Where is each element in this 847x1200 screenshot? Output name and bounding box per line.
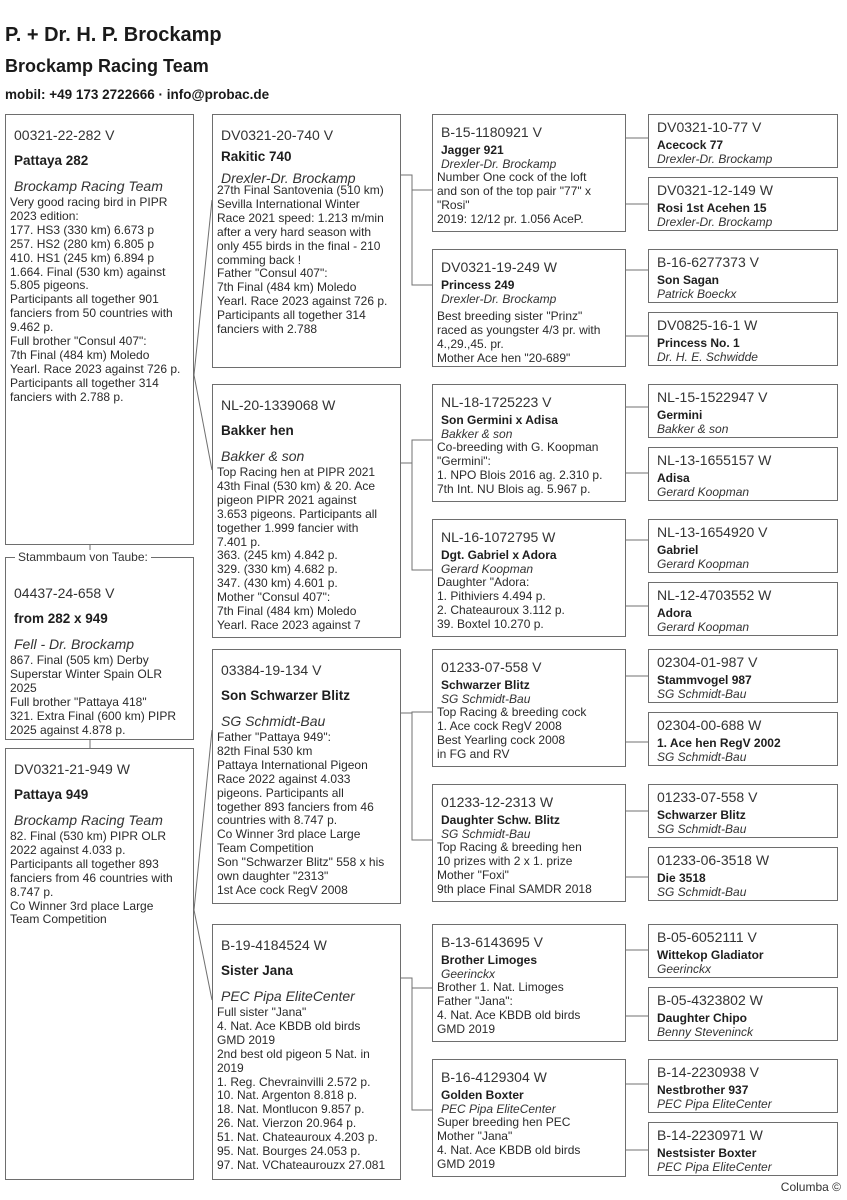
pedigree-legend: Stammbaum von Taube: bbox=[15, 550, 151, 564]
pigeon-name: Wittekop Gladiator bbox=[657, 948, 764, 962]
pigeon-card-grandparent[interactable] bbox=[212, 649, 401, 904]
connector-bracket bbox=[626, 540, 648, 606]
ring-number: NL-18-1725223 V bbox=[441, 394, 552, 410]
pigeon-card-grandparent[interactable] bbox=[212, 924, 401, 1180]
pigeon-name: Pattaya 949 bbox=[14, 787, 89, 802]
breeder-name: Dr. H. E. Schwidde bbox=[657, 350, 758, 364]
pigeon-name: Nestsister Boxter bbox=[657, 1146, 757, 1160]
connector-bracket bbox=[626, 270, 648, 336]
pigeon-name: Son Sagan bbox=[657, 273, 720, 287]
pigeon-card-great-grandparent[interactable] bbox=[432, 384, 626, 502]
breeder-name: PEC Pipa EliteCenter bbox=[441, 1102, 556, 1116]
pigeon-name: Princess No. 1 bbox=[657, 336, 740, 350]
pigeon-name: Rakitic 740 bbox=[221, 149, 292, 164]
pigeon-notes: 867. Final (505 km) Derby Superstar Winter Spain OLR 2025 Full brother "Pattaya 418" 321. Extra Final (600 km) PIPR 2025 against 4.878 p. bbox=[10, 653, 177, 737]
pigeon-notes: Full sister "Jana" 4. Nat. Ace KBDB old birds GMD 2019 2nd best old pigeon 5 Nat. in 2019 1. Reg. Chevrainvilli 2.572 p. 10. Nat. Argenton 8.818 p. 18. Nat. Montlucon 9.857 p. 26. Nat. Vierzon 20.964 p. 51. Nat. Chateauroux 4.203 p. 95. Nat. Bourges 24.053 p. 97. Nat. VChateaurouzx 27.081 bbox=[217, 1005, 386, 1172]
ring-number: B-16-6277373 V bbox=[657, 254, 759, 270]
ring-number: B-14-2230938 V bbox=[657, 1064, 759, 1080]
ring-number: DV0321-12-149 W bbox=[657, 182, 773, 198]
pigeon-name: Daughter Chipo bbox=[657, 1011, 747, 1025]
ring-number: B-15-1180921 V bbox=[441, 124, 542, 140]
ring-number: B-13-6143695 V bbox=[441, 934, 543, 950]
breeder-name: Gerard Koopman bbox=[657, 485, 750, 499]
pigeon-name: Nestbrother 937 bbox=[657, 1083, 749, 1097]
connector-bracket bbox=[401, 978, 432, 1110]
pigeon-name: Bakker hen bbox=[221, 423, 294, 438]
ring-number: DV0321-20-740 V bbox=[221, 127, 334, 143]
ring-number: DV0825-16-1 W bbox=[657, 317, 758, 333]
pigeon-card-father[interactable] bbox=[5, 114, 194, 545]
ring-number: B-16-4129304 W bbox=[441, 1069, 547, 1085]
pigeon-card-gg-grandparent[interactable] bbox=[648, 987, 838, 1041]
breeder-name: Drexler-Dr. Brockamp bbox=[441, 157, 557, 171]
copyright-footer: Columba © bbox=[780, 1180, 841, 1194]
ring-number: DV0321-19-249 W bbox=[441, 259, 557, 275]
pigeon-name: 1. Ace hen RegV 2002 bbox=[657, 736, 781, 750]
pigeon-card-great-grandparent[interactable] bbox=[432, 924, 626, 1042]
pigeon-name: Stammvogel 987 bbox=[657, 673, 752, 687]
pigeon-name: Son Germini x Adisa bbox=[441, 413, 558, 427]
breeder-name: SG Schmidt-Bau bbox=[657, 822, 747, 836]
pigeon-name: Adora bbox=[657, 606, 692, 620]
breeder-name: Fell - Dr. Brockamp bbox=[14, 636, 135, 652]
connector-bracket bbox=[401, 440, 432, 570]
pigeon-card-gg-grandparent[interactable] bbox=[648, 447, 838, 501]
ring-number: 04437-24-658 V bbox=[14, 585, 115, 601]
connector-bracket bbox=[626, 676, 648, 742]
breeder-name: PEC Pipa EliteCenter bbox=[657, 1097, 772, 1111]
pigeon-card-gg-grandparent[interactable] bbox=[648, 114, 838, 168]
connector-line bbox=[194, 910, 212, 1000]
pigeon-card-gg-grandparent[interactable] bbox=[648, 384, 838, 438]
pigeon-name: Dgt. Gabriel x Adora bbox=[441, 548, 557, 562]
pigeon-notes: Father "Pattaya 949": 82th Final 530 km Pattaya International Pigeon Race 2022 against 4.033 pigeons. Participants all together 893 fanciers from 46 countries with 8.747 p. Co Winner 3rd place Large Team Competition Son "Schwarzer Blitz" 558 x his own daughter "2313" 1st Ace cock RegV 2008 bbox=[217, 730, 385, 897]
breeder-name: SG Schmidt-Bau bbox=[221, 713, 326, 729]
pigeon-name: Golden Boxter bbox=[441, 1088, 524, 1102]
breeder-name: SG Schmidt-Bau bbox=[657, 885, 747, 899]
pigeon-notes: Top Racing & breeding hen 10 prizes with 2 x 1. prize Mother "Foxi" 9th place Final SAMDR 2018 bbox=[437, 840, 592, 896]
ring-number: 01233-06-3518 W bbox=[657, 852, 770, 868]
pigeon-name: Daughter Schw. Blitz bbox=[441, 813, 560, 827]
team-title: Brockamp Racing Team bbox=[5, 56, 209, 76]
ring-number: 01233-07-558 V bbox=[657, 789, 758, 805]
ring-number: NL-13-1655157 W bbox=[657, 452, 772, 468]
pigeon-notes: Top Racing & breeding cock 1. Ace cock RegV 2008 Best Yearling cock 2008 in FG and RV bbox=[437, 705, 587, 761]
pigeon-name: Germini bbox=[657, 408, 703, 422]
pigeon-name: Adisa bbox=[657, 471, 690, 485]
ring-number: NL-20-1339068 W bbox=[221, 397, 336, 413]
ring-number: B-14-2230971 W bbox=[657, 1127, 763, 1143]
connector-line bbox=[194, 200, 212, 375]
pigeon-name: Brother Limoges bbox=[441, 953, 538, 967]
breeder-name: Drexler-Dr. Brockamp bbox=[657, 215, 773, 229]
breeder-name: Drexler-Dr. Brockamp bbox=[441, 292, 557, 306]
pigeon-notes: 27th Final Santovenia (510 km) Sevilla International Winter Race 2021 speed: 1.213 m/min after a very hard season with only 455 birds in the final - 210 comming back ! Father "Consul 407": 7th Final (484 km) Moledo Yearl. Race 2023 against 726 p. Participants all together 314 fanciers with 2.788 bbox=[217, 183, 388, 337]
pigeon-name: Princess 249 bbox=[441, 278, 515, 292]
pigeon-name: Die 3518 bbox=[657, 871, 706, 885]
breeder-name: SG Schmidt-Bau bbox=[657, 687, 747, 701]
pigeon-card-grandparent[interactable] bbox=[212, 114, 401, 368]
pigeon-card-great-grandparent[interactable] bbox=[432, 249, 626, 367]
pigeon-card-gg-grandparent[interactable] bbox=[648, 582, 838, 636]
pigeon-card-gg-grandparent[interactable] bbox=[648, 1059, 838, 1113]
breeder-name: SG Schmidt-Bau bbox=[441, 827, 531, 841]
pigeon-card-gg-grandparent[interactable] bbox=[648, 649, 838, 703]
breeder-name: Patrick Boeckx bbox=[657, 287, 737, 301]
ring-number: NL-15-1522947 V bbox=[657, 389, 768, 405]
pigeon-card-great-grandparent[interactable] bbox=[432, 784, 626, 902]
connector-line bbox=[194, 375, 212, 470]
connector-bracket bbox=[626, 407, 648, 473]
pigeon-name: Pattaya 282 bbox=[14, 153, 89, 168]
breeder-name: Gerard Koopman bbox=[441, 562, 534, 576]
pigeon-name: Acecock 77 bbox=[657, 138, 724, 152]
pigeon-card-subject[interactable] bbox=[5, 557, 194, 740]
breeder-name: Brockamp Racing Team bbox=[14, 178, 163, 194]
pigeon-notes: Super breeding hen PEC Mother "Jana" 4. Nat. Ace KBDB old birds GMD 2019 bbox=[437, 1115, 581, 1171]
ring-number: 03384-19-134 V bbox=[221, 662, 322, 678]
breeder-name: PEC Pipa EliteCenter bbox=[657, 1160, 772, 1174]
breeder-name: PEC Pipa EliteCenter bbox=[221, 988, 355, 1004]
breeder-name: Geerinckx bbox=[441, 967, 496, 981]
connector-bracket bbox=[626, 138, 648, 204]
ring-number: 02304-00-688 W bbox=[657, 717, 762, 733]
pigeon-notes: Top Racing hen at PIPR 2021 43th Final (530 km) & 20. Ace pigeon PIPR 2021 against 3.653 pigeons. Participants all together 1.999 fancier with 7.401 p. 363. (245 km) 4.842 p. 329. (330 km) 4.682 p. 347. (430 km) 4.601 p. Mother "Consul 407": 7th Final (484 km) Moledo Yearl. Race 2023 against 7 bbox=[217, 465, 378, 632]
ring-number: B-19-4184524 W bbox=[221, 937, 327, 953]
pigeon-notes: Best breeding sister "Prinz" raced as youngster 4/3 pr. with 4.,29.,45. pr. Mother Ace hen "20-689" bbox=[437, 309, 601, 365]
connector-bracket bbox=[626, 811, 648, 877]
breeder-name: Bakker & son bbox=[441, 427, 513, 441]
pigeon-card-great-grandparent[interactable] bbox=[432, 114, 626, 232]
breeder-name: SG Schmidt-Bau bbox=[657, 750, 747, 764]
pigeon-name: from 282 x 949 bbox=[14, 611, 108, 626]
pigeon-notes: 82. Final (530 km) PIPR OLR 2022 against 4.033 p. Participants all together 893 fanciers from 46 countries with 8.747 p. Co Winner 3rd place Large Team Competition bbox=[10, 829, 173, 927]
pigeon-card-gg-grandparent[interactable] bbox=[648, 177, 838, 231]
pigeon-card-gg-grandparent[interactable] bbox=[648, 1122, 838, 1176]
pigeon-notes: Very good racing bird in PIPR 2023 edition: 177. HS3 (330 km) 6.673 p 257. HS2 (280 km) 6.805 p 410. HS1 (245 km) 6.894 p 1.664. Final (530 km) against 5.805 pigeons. Participants all together 901 fanciers from 50 countries with 9.462 p. Full brother "Consul 407": 7th Final (484 km) Moledo Yearl. Race 2023 against 726 p. Participants all together 314 fanciers with 2.788 p. bbox=[10, 195, 181, 404]
pigeon-notes: Brother 1. Nat. Limoges Father "Jana": 4. Nat. Ace KBDB old birds GMD 2019 bbox=[437, 980, 581, 1036]
pigeon-name: Sister Jana bbox=[221, 963, 294, 978]
pigeon-name: Jagger 921 bbox=[441, 143, 504, 157]
connector-bracket bbox=[626, 950, 648, 1016]
ring-number: 00321-22-282 V bbox=[14, 127, 115, 143]
pigeon-name: Schwarzer Blitz bbox=[657, 808, 746, 822]
pigeon-card-gg-grandparent[interactable] bbox=[648, 519, 838, 573]
pigeon-card-mother[interactable] bbox=[5, 748, 194, 1180]
breeder-name: Brockamp Racing Team bbox=[14, 812, 163, 828]
breeder-name: Drexler-Dr. Brockamp bbox=[657, 152, 773, 166]
pigeon-card-gg-grandparent[interactable] bbox=[648, 712, 838, 766]
pigeon-name: Son Schwarzer Blitz bbox=[221, 688, 351, 703]
ring-number: 01233-12-2313 W bbox=[441, 794, 554, 810]
breeder-name: SG Schmidt-Bau bbox=[441, 692, 531, 706]
connector-bracket bbox=[401, 712, 432, 840]
breeder-name: Gerard Koopman bbox=[657, 620, 750, 634]
pigeon-notes: Daughter "Adora: 1. Pithiviers 4.494 p. 2. Chateauroux 3.112 p. 39. Boxtel 10.270 p. bbox=[437, 575, 565, 631]
pigeon-card-grandparent[interactable] bbox=[212, 384, 401, 638]
pigeon-card-gg-grandparent[interactable] bbox=[648, 924, 838, 978]
ring-number: NL-13-1654920 V bbox=[657, 524, 768, 540]
pigeon-name: Gabriel bbox=[657, 543, 699, 557]
ring-number: B-05-6052111 V bbox=[657, 929, 757, 945]
pigeon-card-great-grandparent[interactable] bbox=[432, 649, 626, 767]
pigeon-card-great-grandparent[interactable] bbox=[432, 519, 626, 637]
pigeon-name: Schwarzer Blitz bbox=[441, 678, 530, 692]
owner-title: P. + Dr. H. P. Brockamp bbox=[5, 24, 222, 46]
ring-number: NL-16-1072795 W bbox=[441, 529, 556, 545]
pigeon-card-gg-grandparent[interactable] bbox=[648, 784, 838, 838]
pigeon-notes: Co-breeding with G. Koopman "Germini": 1. NPO Blois 2016 ag. 2.310 p. 7th Int. NU Blois ag. 5.967 p. bbox=[437, 440, 603, 496]
pigeon-card-gg-grandparent[interactable] bbox=[648, 847, 838, 901]
breeder-name: Drexler-Dr. Brockamp bbox=[221, 170, 356, 186]
ring-number: NL-12-4703552 W bbox=[657, 587, 772, 603]
contact-line: mobil: +49 173 2722666 · info@probac.de bbox=[5, 87, 270, 102]
connector-bracket bbox=[626, 1084, 648, 1150]
breeder-name: Benny Steveninck bbox=[657, 1025, 754, 1039]
ring-number: DV0321-21-949 W bbox=[14, 761, 130, 777]
connector-line bbox=[194, 730, 212, 910]
ring-number: 01233-07-558 V bbox=[441, 659, 542, 675]
pigeon-card-great-grandparent[interactable] bbox=[432, 1059, 626, 1177]
ring-number: DV0321-10-77 V bbox=[657, 119, 762, 135]
connector-bracket bbox=[401, 175, 432, 285]
ring-number: 02304-01-987 V bbox=[657, 654, 758, 670]
breeder-name: Bakker & son bbox=[657, 422, 729, 436]
pigeon-card-gg-grandparent[interactable] bbox=[648, 249, 838, 303]
breeder-name: Geerinckx bbox=[657, 962, 712, 976]
breeder-name: Gerard Koopman bbox=[657, 557, 750, 571]
pigeon-notes: Number One cock of the loft and son of the top pair "77" x "Rosi" 2019: 12/12 pr. 1.056 AceP. bbox=[437, 170, 591, 226]
ring-number: B-05-4323802 W bbox=[657, 992, 763, 1008]
breeder-name: Bakker & son bbox=[221, 448, 305, 464]
pigeon-card-gg-grandparent[interactable] bbox=[648, 312, 838, 366]
pigeon-name: Rosi 1st Acehen 15 bbox=[657, 201, 767, 215]
